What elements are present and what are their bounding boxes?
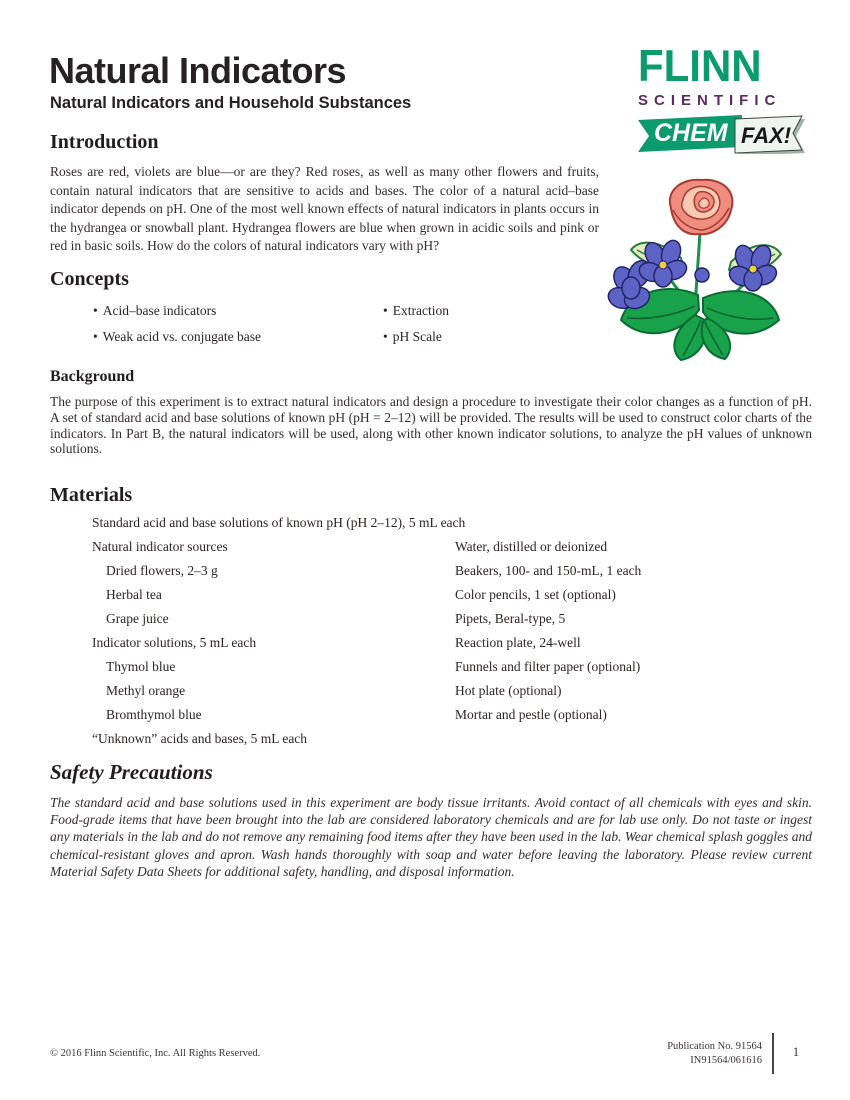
concept-item	[93, 324, 373, 350]
bullet-icon	[383, 329, 393, 344]
concept-item	[383, 298, 623, 324]
concept-label: pH Scale	[392, 329, 442, 344]
materials-item-right: Pipets, Beral-type, 5	[455, 611, 566, 626]
chemfax-banner	[638, 112, 806, 154]
materials-item-right: Mortar and pestle (optional)	[455, 707, 607, 722]
safety-heading: Safety Precautions	[50, 760, 213, 784]
concept-label: Weak acid vs. conjugate base	[102, 329, 261, 344]
materials-item-left: “Unknown” acids and bases, 5 mL each	[92, 731, 308, 746]
materials-item-left: Bromthymol blue	[106, 707, 202, 722]
materials-row	[50, 607, 810, 631]
background-body: The purpose of this experiment is to extract natural indicators and design a procedure to investigate their color changes as a function of pH. A set of standard acid and base solutions of known pH (pH = 2–12) will be provided. The results will be used to construct color charts of the indicators. In Part B, the natural indicators will be used, along with other known indicator solutions, to analyze the pH values of unknown solutions.	[50, 394, 812, 457]
concept-label: Extraction	[392, 303, 449, 318]
materials-row	[50, 559, 810, 583]
flinn-logo	[638, 40, 806, 154]
footer-code: IN91564/061616	[690, 1055, 762, 1066]
materials-row	[50, 583, 810, 607]
introduction-heading: Introduction	[50, 131, 159, 153]
flinn-wordmark: FLINN	[638, 40, 762, 91]
concept-item	[93, 298, 373, 324]
footer-copyright: © 2016 Flinn Scientific, Inc. All Rights Reserved.	[50, 1048, 261, 1059]
bullet-icon	[93, 303, 103, 318]
materials-item-right: Funnels and filter paper (optional)	[455, 659, 641, 674]
materials-row	[50, 679, 810, 703]
materials-item-left: Herbal tea	[106, 587, 162, 602]
materials-item-left: Dried flowers, 2–3 g	[106, 563, 218, 578]
materials-row	[50, 727, 810, 751]
background-heading: Background	[50, 368, 135, 385]
violet-bud	[695, 268, 709, 282]
concept-label: Acid–base indicators	[102, 303, 217, 318]
footer-divider	[772, 1033, 774, 1074]
bullet-icon	[383, 303, 393, 318]
materials-row	[50, 511, 810, 535]
materials-item-right: Hot plate (optional)	[455, 683, 562, 698]
materials-item-left: Methyl orange	[106, 683, 186, 698]
materials-row	[50, 655, 810, 679]
materials-row	[50, 535, 810, 559]
footer-publication	[560, 1040, 762, 1068]
materials-item-left: Natural indicator sources	[92, 539, 228, 554]
materials-row	[50, 703, 810, 727]
materials-item-left: Standard acid and base solutions of known pH (pH 2–12), 5 mL each	[92, 515, 466, 530]
page-title: Natural Indicators	[49, 50, 347, 91]
materials-row	[50, 631, 810, 655]
materials-list	[50, 511, 810, 751]
scientific-wordmark: SCIENTIFIC	[638, 92, 782, 109]
footer-publication-no: Publication No. 91564	[667, 1041, 762, 1052]
chem-label: CHEM	[654, 119, 728, 147]
materials-item-left: Indicator solutions, 5 mL each	[92, 635, 257, 650]
concepts-heading: Concepts	[50, 268, 129, 290]
flower-illustration	[603, 170, 798, 362]
materials-heading: Materials	[50, 484, 133, 506]
materials-item-right: Beakers, 100- and 150-mL, 1 each	[455, 563, 642, 578]
page-number: 1	[792, 1044, 800, 1059]
introduction-body: Roses are red, violets are blue—or are they? Red roses, as well as many other flowers and fruits, contain natural indicators that are sensitive to acids and bases. The color of a natural acid–base indicator depends on pH. One of the most well known effects of natural indicators in plants occurs in the hydrangea or snowball plant. Hydrangea flowers are blue when grown in acidic soils and pink or red in basic soils. How do the colors of natural indicators vary with pH?	[50, 164, 599, 254]
materials-item-left: Thymol blue	[106, 659, 176, 674]
concepts-list-left	[93, 298, 373, 350]
bullet-icon	[93, 329, 103, 344]
concepts-list-right	[383, 298, 623, 350]
concept-item	[383, 324, 623, 350]
materials-item-left: Grape juice	[106, 611, 169, 626]
materials-item-right: Water, distilled or deionized	[455, 539, 608, 554]
materials-item-right: Reaction plate, 24-well	[455, 635, 581, 650]
fax-label: FAX!	[741, 123, 792, 148]
materials-item-right: Color pencils, 1 set (optional)	[455, 587, 616, 602]
page-subtitle: Natural Indicators and Household Substances	[50, 94, 412, 112]
safety-body: The standard acid and base solutions used in this experiment are body tissue irritants. Avoid contact of all chemicals with eyes and skin. Food-grade items that have been brought into the lab are considered laboratory chemicals and are for lab use only. Do not taste or ingest any materials in the lab and do not remove any remaining food items after they have been used in the lab. Wear chemical splash goggles and chemical-resistant gloves and apron. Wash hands thoroughly with soap and water before leaving the laboratory. Please review current Material Safety Data Sheets for additional safety, handling, and disposal information.	[50, 795, 812, 879]
rose	[670, 180, 733, 235]
